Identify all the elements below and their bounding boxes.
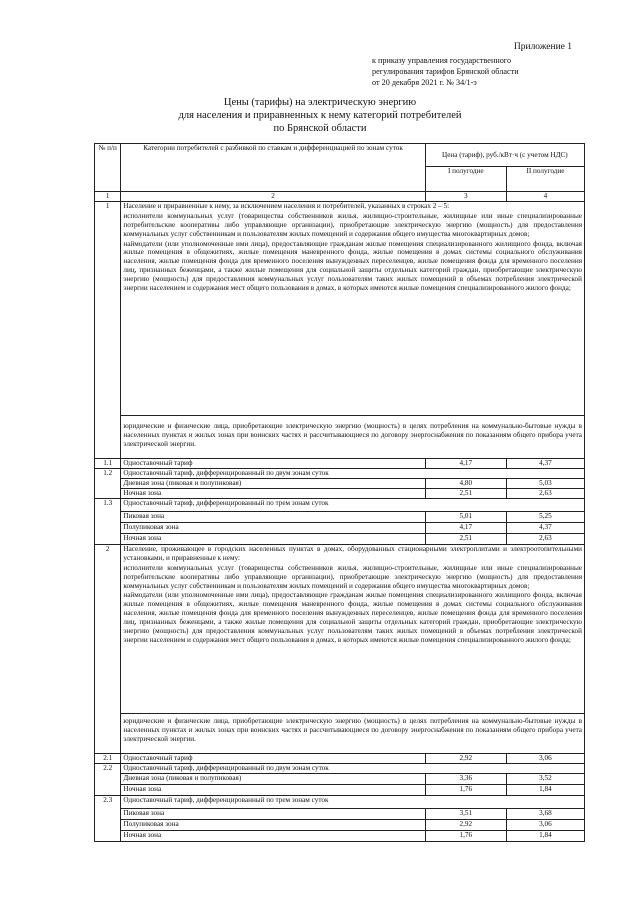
value-half1: 3,36	[425, 773, 506, 784]
value-half2: 3,52	[506, 773, 584, 784]
value-half2: 4,37	[506, 458, 584, 468]
group-paragraph: исполнители коммунальных услуг (товарищества собственников жилья, жилищно-строительные, жилищные или иные специализированные потребительские кооперативы либо управляющие организации), приобретающие электрическую энергию (мощность) для предоставления коммунальных услуг собственникам и пользователям жилых помещений и содержания общего имущества многоквартирных домов;	[123, 563, 582, 590]
value-half1: 1,76	[425, 784, 506, 795]
row-label: Одноставочный тариф, дифференцированный по трем зонам суток	[121, 795, 585, 808]
value-half2: 5,25	[506, 511, 584, 522]
row-num: 2.1	[95, 753, 121, 763]
row-label: Полупиковая зона	[121, 522, 425, 533]
row-label: Дневная зона (пиковая и полупиковая)	[121, 478, 425, 488]
col-index-2: 2	[121, 192, 425, 202]
header-price: Цена (тариф), руб./кВт·ч (с учетом НДС)	[425, 144, 584, 167]
group-paragraph: юридические и физические лица, приобретающие электрическую энергию (мощность) в целях потребления на коммунально-бытовые нужды в населенных пунктах и жилых зонах при воинских частях и рассчитывающиеся по договору энергоснабжения по показаниям общего прибора учета электрической энергии.	[123, 716, 582, 743]
value-half1: 5,01	[425, 511, 506, 522]
group-paragraph: исполнители коммунальных услуг (товарищества собственников жилья, жилищно-строительные, жилищные или иные специализированные потребительские кооперативы либо управляющие организации), приобретающие электрическую энергию (мощность) для предоставления коммунальных услуг собственникам и пользователям жилых помещений и содержания общего имущества многоквартирных домов;	[123, 211, 582, 238]
row-label: Одноставочный тариф, дифференцированный по двум зонам суток	[121, 763, 585, 773]
group-num: 2	[95, 544, 121, 753]
value-half2: 1,84	[506, 830, 584, 841]
value-half1: 3,51	[425, 808, 506, 819]
row-label: Пиковая зона	[121, 808, 425, 819]
table-row	[95, 763, 585, 773]
title-line-3: по Брянской области	[273, 123, 367, 134]
group-2-description-row	[95, 544, 585, 713]
group-intro: Население и приравненные к нему, за исключением населения и потребителей, указанных в строках 2 – 5:	[123, 201, 450, 210]
row-label: Одноставочный тариф	[121, 753, 425, 763]
group-num: 1	[95, 201, 121, 458]
table-row	[95, 488, 585, 498]
document-title	[0, 96, 640, 135]
appendix-order-line: к приказу управления государственного	[372, 56, 512, 65]
table-row	[95, 753, 585, 763]
value-half2: 2,63	[506, 488, 584, 498]
tariff-table	[94, 143, 585, 842]
row-label: Одноставочный тариф, дифференцированный по трем зонам суток	[121, 498, 585, 511]
appendix-authority-line: регулирования тарифов Брянской области	[372, 67, 519, 76]
value-half2: 2,63	[506, 533, 584, 544]
group-description	[121, 544, 585, 713]
row-label: Полупиковая зона	[121, 819, 425, 830]
row-label: Ночная зона	[121, 488, 425, 498]
value-half1: 2,92	[425, 753, 506, 763]
header-num: № п/п	[95, 144, 121, 192]
table-row	[95, 468, 585, 478]
value-half2: 3,06	[506, 819, 584, 830]
appendix-title: Приложение 1	[513, 42, 572, 52]
title-line-2: для населения и приравненных к нему категорий потребителей	[178, 110, 462, 121]
col-index-3: 3	[425, 192, 506, 202]
row-label: Пиковая зона	[121, 511, 425, 522]
table-row	[95, 773, 585, 784]
row-label: Дневная зона (пиковая и полупиковая)	[121, 773, 425, 784]
table-row	[95, 533, 585, 544]
table-row	[95, 808, 585, 819]
group-paragraph: наймодатели (или уполномоченные ими лица), предоставляющие гражданам жилые помещения специализированного жилищного фонда, включая жилые помещения в общежитиях, жилые помещения маневренного фонда, жилые помещения в домах системы социального обслуживания населения, жилые помещения фонда для временного поселения вынужденных переселенцев, жилые помещения фонда для временного поселения лиц, признанных беженцами, а также жилые помещения для социальной защиты отдельных категорий граждан, приобретающие электрическую энергию (мощность) для предоставления коммунальных услуг пользователям таких жилых помещений в объемах потребления электрической энергии населением и содержания мест общего пользования в домах, в которых имеются жилые помещения специализированного жилого фонда;	[123, 591, 582, 644]
value-half1: 2,51	[425, 533, 506, 544]
table-row	[95, 784, 585, 795]
table-row	[95, 819, 585, 830]
value-half2: 1,84	[506, 784, 584, 795]
value-half1: 4,17	[425, 458, 506, 468]
col-index-1: 1	[95, 192, 121, 202]
group-1-description-row	[95, 201, 585, 415]
appendix-date-line: от 20 декабря 2021 г. № 34/1-э	[372, 78, 477, 87]
table-row	[95, 522, 585, 533]
group-intro: Население, проживающее в городских населенных пунктах в домах, оборудованных стационарными электроплитами и электроотопительными установками, и приравненные к нему:	[123, 544, 582, 562]
row-label: Ночная зона	[121, 784, 425, 795]
group-description-cont	[121, 713, 585, 753]
table-row	[95, 458, 585, 468]
group-paragraph: наймодатели (или уполномоченные ими лица), предоставляющие гражданам жилые помещения специализированного жилищного фонда, включая жилые помещения в общежитиях, жилые помещения маневренного фонда, жилые помещения в домах системы социального обслуживания населения, жилые помещения фонда для временного поселения вынужденных переселенцев, жилые помещения фонда для временного поселения лиц, признанных беженцами, а также жилые помещения для социальной защиты отдельных категорий граждан, приобретающие электрическую энергию (мощность) для предоставления коммунальных услуг пользователям таких жилых помещений в объемах потребления электрической энергии населением и содержания мест общего пользования в домах, в которых имеются жилые помещения специализированного жилого фонда;	[123, 239, 582, 293]
value-half2: 3,68	[506, 808, 584, 819]
row-num: 1.1	[95, 458, 121, 468]
value-half2: 3,06	[506, 753, 584, 763]
value-half2: 5,03	[506, 478, 584, 488]
table-row	[95, 795, 585, 808]
row-label: Одноставочный тариф	[121, 458, 425, 468]
header-half2: II полугодие	[506, 167, 584, 192]
value-half1: 4,80	[425, 478, 506, 488]
title-line-1: Цены (тарифы) на электрическую энергию	[223, 97, 417, 108]
row-num: 1.2	[95, 468, 121, 498]
header-category: Категории потребителей с разбивкой по ставкам и дифференциацией по зонам суток	[121, 144, 425, 192]
group-paragraph: юридические и физические лица, приобретающие электрическую энергию (мощность) в целях потребления на коммунально-бытовые нужды в населенных пунктах и жилых зонах при воинских частях и рассчитывающиеся по договору энергоснабжения по показаниям общего прибора учета электрической энергии.	[123, 421, 582, 448]
table-row	[95, 511, 585, 522]
col-index-4: 4	[506, 192, 584, 202]
row-label: Ночная зона	[121, 830, 425, 841]
value-half2: 4,37	[506, 522, 584, 533]
value-half1: 4,17	[425, 522, 506, 533]
header-half1: I полугодие	[425, 167, 506, 192]
row-num: 2.2	[95, 763, 121, 795]
value-half1: 2,51	[425, 488, 506, 498]
value-half1: 2,92	[425, 819, 506, 830]
row-label: Ночная зона	[121, 533, 425, 544]
row-label: Одноставочный тариф, дифференцированный по двум зонам суток	[121, 468, 585, 478]
appendix-block	[372, 42, 572, 88]
table-row	[95, 478, 585, 488]
group-description	[121, 201, 585, 415]
group-description-cont	[121, 415, 585, 458]
row-num: 1.3	[95, 498, 121, 544]
table-row	[95, 498, 585, 511]
table-row	[95, 830, 585, 841]
row-num: 2.3	[95, 795, 121, 841]
value-half1: 1,76	[425, 830, 506, 841]
